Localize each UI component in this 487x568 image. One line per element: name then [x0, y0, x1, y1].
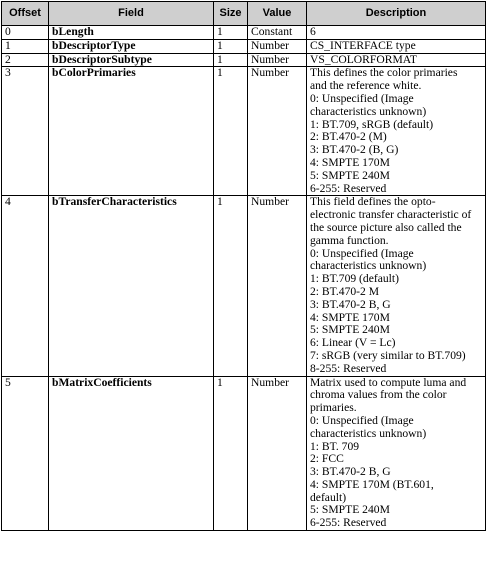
description-line: 4: SMPTE 170M — [310, 310, 390, 324]
description-line: characteristics unknown) — [310, 426, 427, 440]
description-line: default) — [310, 490, 347, 504]
cell-offset: 4 — [2, 196, 49, 376]
description-line: 2: BT.470-2 (M) — [310, 130, 387, 144]
description-line: characteristics unknown) — [310, 104, 427, 118]
description-line: This field defines the opto- — [310, 195, 436, 209]
cell-value: Number — [248, 39, 307, 53]
table-row — [2, 39, 486, 53]
cell-field: bColorPrimaries — [49, 67, 214, 196]
description-line: 6: Linear (V = Lc) — [310, 336, 396, 350]
header-value: Value — [248, 2, 307, 26]
description-line: the source picture also called the — [310, 220, 462, 234]
table-row — [2, 53, 486, 67]
header-row — [2, 2, 486, 26]
description-line: 3: BT.470-2 (B, G) — [310, 143, 399, 157]
description-line: 5: SMPTE 240M — [310, 323, 390, 337]
description-line: This defines the color primaries — [310, 66, 458, 80]
cell-size: 1 — [214, 196, 248, 376]
cell-offset: 3 — [2, 67, 49, 196]
cell-description — [307, 26, 486, 40]
cell-offset: 0 — [2, 26, 49, 40]
description-line: and the reference white. — [310, 79, 422, 93]
cell-field: bMatrixCoefficients — [49, 376, 214, 531]
description-line: 6-255: Reserved — [310, 516, 387, 530]
table-row — [2, 376, 486, 531]
cell-field: bTransferCharacteristics — [49, 196, 214, 376]
cell-size: 1 — [214, 67, 248, 196]
cell-value: Number — [248, 196, 307, 376]
color-matching-descriptor-table — [1, 1, 486, 531]
cell-offset: 1 — [2, 39, 49, 53]
table-body — [2, 26, 486, 531]
description-line: 1: BT.709, sRGB (default) — [310, 117, 434, 131]
description-line: 3: BT.470-2 B, G — [310, 465, 391, 479]
cell-field: bDescriptorSubtype — [49, 53, 214, 67]
cell-value: Constant — [248, 26, 307, 40]
description-line: 4: SMPTE 170M (BT.601, — [310, 477, 434, 491]
cell-value: Number — [248, 376, 307, 531]
description-line: 1: BT. 709 — [310, 439, 360, 453]
table-row — [2, 26, 486, 40]
table-row — [2, 196, 486, 376]
cell-description — [307, 39, 486, 53]
cell-description — [307, 67, 486, 196]
description-line: 0: Unspecified (Image — [310, 413, 414, 427]
description-line: primaries. — [310, 401, 357, 415]
cell-size: 1 — [214, 376, 248, 531]
header-size: Size — [214, 2, 248, 26]
cell-value: Number — [248, 53, 307, 67]
cell-value: Number — [248, 67, 307, 196]
cell-size: 1 — [214, 53, 248, 67]
header-field: Field — [49, 2, 214, 26]
description-line: 0: Unspecified (Image — [310, 246, 414, 260]
cell-size: 1 — [214, 26, 248, 40]
description-line: 4: SMPTE 170M — [310, 155, 390, 169]
description-line: 8-255: Reserved — [310, 361, 387, 375]
description-line: 1: BT.709 (default) — [310, 272, 399, 286]
cell-description — [307, 376, 486, 531]
description-line: characteristics unknown) — [310, 259, 427, 273]
cell-offset: 5 — [2, 376, 49, 531]
table-row — [2, 67, 486, 196]
cell-field: bDescriptorType — [49, 39, 214, 53]
description-line: gamma function. — [310, 233, 389, 247]
description-line: 5: SMPTE 240M — [310, 503, 390, 517]
description-line: CS_INTERFACE type — [310, 38, 416, 52]
description-line: 2: BT.470-2 M — [310, 284, 380, 298]
description-line: chroma values from the color — [310, 388, 447, 402]
cell-description — [307, 196, 486, 376]
cell-field: bLength — [49, 26, 214, 40]
description-line: 6-255: Reserved — [310, 181, 387, 195]
description-line: 0: Unspecified (Image — [310, 91, 414, 105]
description-line: Matrix used to compute luma and — [310, 375, 467, 389]
header-offset: Offset — [2, 2, 49, 26]
cell-size: 1 — [214, 39, 248, 53]
cell-description — [307, 53, 486, 67]
table-header — [2, 2, 486, 26]
cell-offset: 2 — [2, 53, 49, 67]
description-line: VS_COLORFORMAT — [310, 52, 417, 66]
description-line: 5: SMPTE 240M — [310, 168, 390, 182]
header-description: Description — [307, 2, 486, 26]
description-line: 7: sRGB (very similar to BT.709) — [310, 348, 466, 362]
description-line: 3: BT.470-2 B, G — [310, 297, 391, 311]
description-line: electronic transfer characteristic of — [310, 208, 472, 222]
description-line: 6 — [310, 25, 316, 38]
description-line: 2: FCC — [310, 452, 344, 466]
